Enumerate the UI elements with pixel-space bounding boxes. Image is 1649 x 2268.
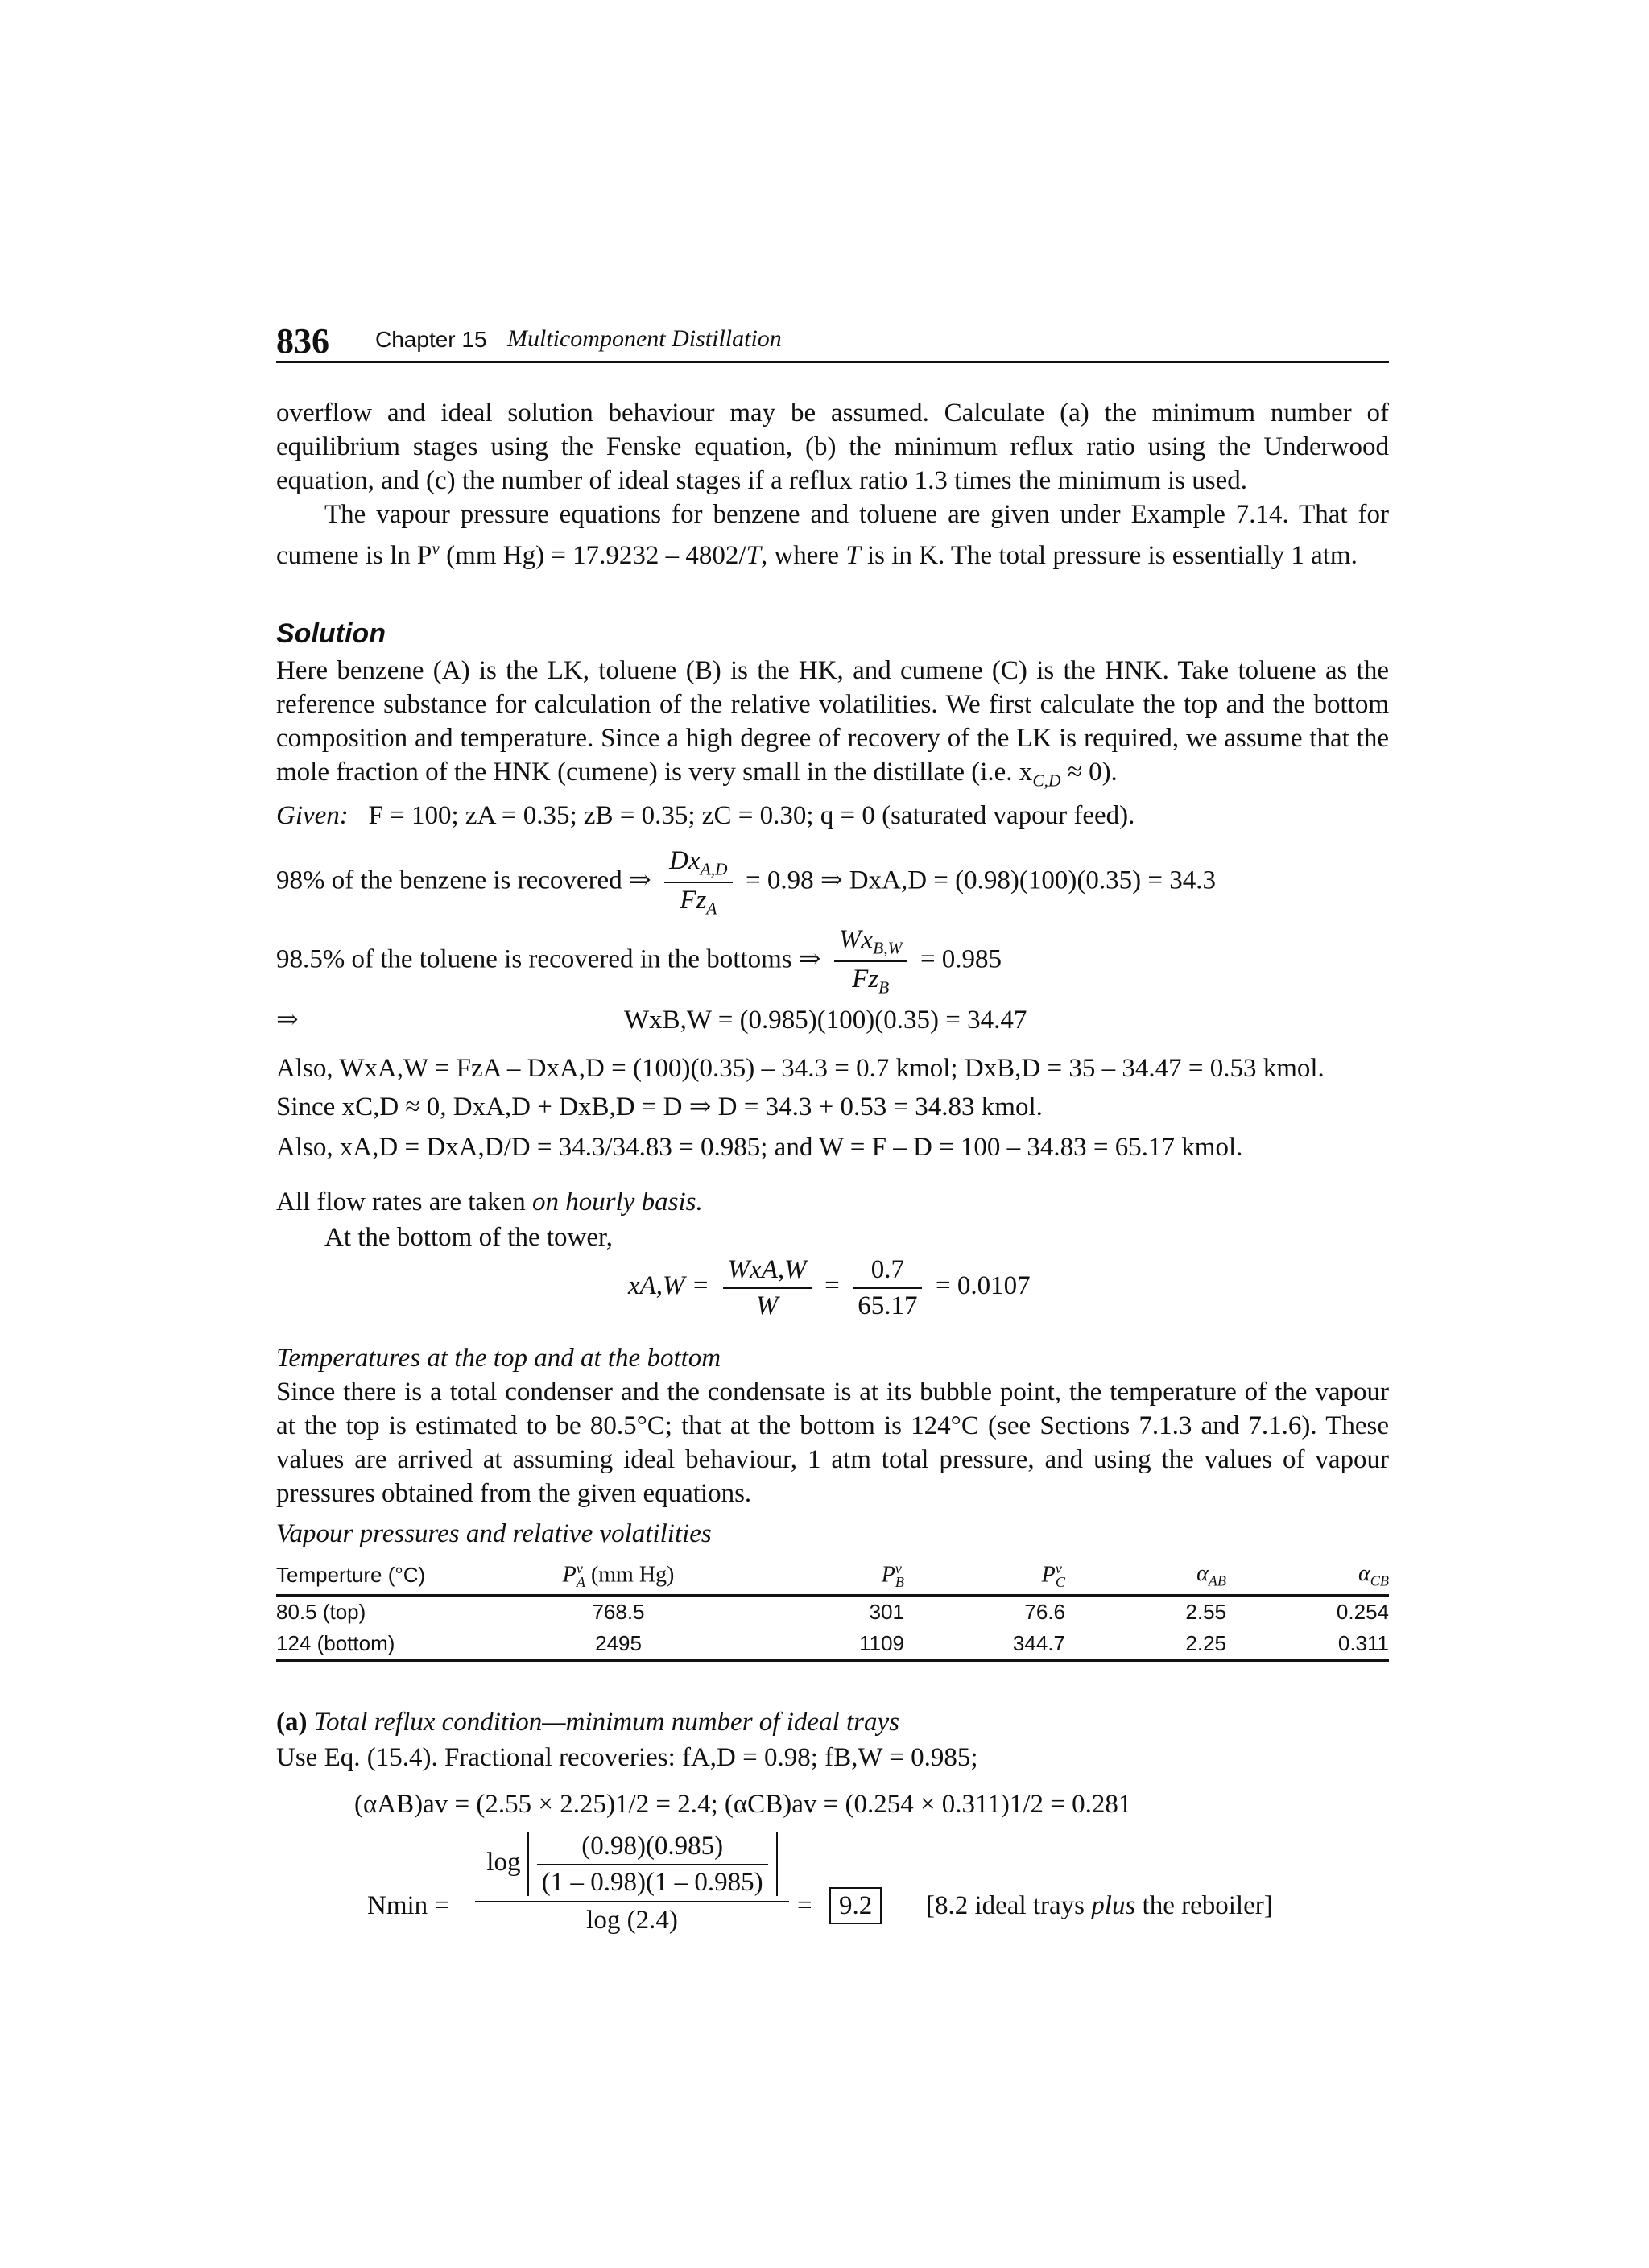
temperatures-heading: Temperatures at the top and at the bottom <box>276 1344 721 1373</box>
nmin-note: [8.2 ideal trays plus the reboiler] <box>926 1891 1273 1920</box>
temperatures-paragraph: Since there is a total condenser and the condensate is at its bubble point, the temperature of the vapour at the top is estimated to be 80.5°C; that at the bottom is 124°C (see Sections 7.1.3 and 7.1.6). These values are arrived at assuming ideal behaviour, 1 atm total pressure, and using the values of vapour pressures obtained from the given equations. <box>276 1378 1389 1508</box>
col-header-pc: $P^v_C$ <box>1041 1560 1065 1590</box>
average-volatility-line: (αAB)av = (2.55 × 2.25)1/2 = 2.4; (αCB)av = (0.254 × 0.311)1/2 = 0.281 <box>354 1790 1132 1819</box>
toluene-recovery-equation: 98.5% of the toluene is recovered in the bottoms ⇒ $\frac{Wx_{B,W}}{Fz_B}$ = 0.985 <box>276 925 1002 998</box>
implies-arrow: ⇒ <box>276 1006 299 1035</box>
col-header-pa: $P^v_A$ (mm Hg) <box>562 1560 675 1590</box>
header-rule <box>276 361 1389 363</box>
benzene-recovery-equation: 98% of the benzene is recovered ⇒ $\frac{Dx_{A,D}}{Fz_A}$ = 0.98 ⇒ DxA,D = (0.98)(100)(0.35) = 34.3 <box>276 846 1216 919</box>
chapter-title: Multicomponent Distillation <box>507 325 782 352</box>
col-header-alpha-ab: $\alpha_{AB}$ <box>1196 1561 1226 1589</box>
bottoms-toluene-equation: WxB,W = (0.985)(100)(0.35) = 34.47 <box>624 1006 1027 1035</box>
vapour-pressure-paragraph: The vapour pressure equations for benzene and toluene are given under Example 7.14. That for cumene is $\ln P^v$ (mm Hg) = 17.9232 – 4802/T, where T is in K. The total pressure is essentially 1 atm. <box>276 500 1389 570</box>
solution-paragraph: Here benzene (A) is the LK, toluene (B) is the HK, and cumene (C) is the HNK. Take toluene as the reference substance for calculation of the relative volatilities. We first calculate the top and the bottom composition and temperature. Since a high degree of recovery of the LK is required, we assume that the mole fraction of the HNK (cumene) is very small in the distillate (i.e. $x_{C,D} \approx 0$). <box>276 656 1389 791</box>
bottom-tower-line: At the bottom of the tower, <box>324 1223 613 1252</box>
col-header-pb: $P^v_B$ <box>881 1560 904 1590</box>
part-a-heading: (a) Total reflux condition—minimum number of ideal trays <box>276 1708 899 1737</box>
table-row: 124 (bottom) 2495 1109 344.7 2.25 0.311 <box>276 1628 1389 1661</box>
nmin-result-box: 9.2 <box>829 1887 882 1924</box>
nmin-label: Nmin = <box>367 1891 450 1920</box>
table-row: 80.5 (top) 768.5 301 76.6 2.55 0.254 <box>276 1599 1389 1624</box>
page-number: 836 <box>276 321 329 361</box>
distillate-equation: Since xC,D ≈ 0, DxA,D + DxB,D = D ⇒ D = 34.3 + 0.53 = 34.83 kmol. <box>276 1093 1043 1122</box>
bottoms-benzene-equation: Also, WxA,W = FzA – DxA,D = (100)(0.35) – 34.3 = 0.7 kmol; DxB,D = 35 – 34.47 = 0.53 kmol. <box>276 1054 1325 1083</box>
intro-paragraph: overflow and ideal solution behaviour may be assumed. Calculate (a) the minimum number of equilibrium stages using the Fenske equation, (b) the minimum reflux ratio using the Underwood equation, and (c) the number of ideal stages if a reflux ratio 1.3 times the minimum is used. <box>276 399 1389 495</box>
fenske-fraction: log $\frac{(0.98)(0.985)}{(1 - 0.98)(1 - 0.985)}$ log (2.4) <box>475 1832 789 1935</box>
distillate-fraction-equation: Also, xA,D = DxA,D/D = 34.3/34.83 = 0.985; and W = F – D = 100 – 34.83 = 65.17 kmol. <box>276 1133 1243 1162</box>
fractional-recoveries-line: Use Eq. (15.4). Fractional recoveries: fA,D = 0.98; fB,W = 0.985; <box>276 1743 978 1772</box>
flow-basis-line: All flow rates are taken on hourly basis. <box>276 1188 703 1217</box>
equals-sign: = <box>797 1891 812 1920</box>
solution-heading: Solution <box>276 618 386 649</box>
col-header-alpha-cb: $\alpha_{CB}$ <box>1358 1561 1389 1589</box>
chapter-label: Chapter 15 <box>375 327 487 352</box>
vapour-pressure-table <box>276 1557 1389 1662</box>
col-header-temperature: Temperture (°C) <box>276 1563 426 1588</box>
given-line: Given: F = 100; zA = 0.35; zB = 0.35; zC = 0.30; q = 0 (saturated vapour feed). <box>276 801 1135 830</box>
vapour-pressure-heading: Vapour pressures and relative volatilities <box>276 1519 712 1548</box>
bottoms-mole-fraction-equation: xA,W = $\frac{\text{WxA,W}}{W}$ = $\frac{0.7}{65.17}$ = 0.0107 <box>628 1255 1031 1320</box>
